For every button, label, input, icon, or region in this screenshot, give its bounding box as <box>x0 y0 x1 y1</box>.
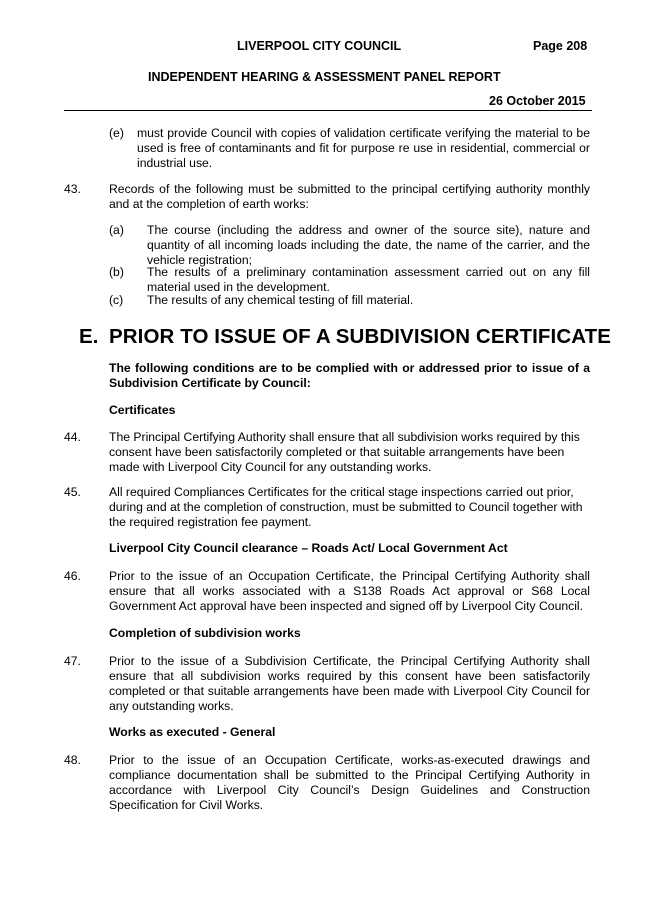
subhead-certificates: Certificates <box>109 403 176 417</box>
page-number: Page 208 <box>533 39 588 53</box>
item-43c-text: The results of any chemical testing of fill material. <box>147 293 414 307</box>
item-43-number: 43. <box>64 182 81 196</box>
subhead-completion: Completion of subdivision works <box>109 626 301 640</box>
item-43-text: Records of the following must be submitted to the principal certifying authority monthly and at the completion of earth works: <box>109 182 590 211</box>
item-46-number: 46. <box>64 569 81 583</box>
item-48-number: 48. <box>64 753 81 767</box>
item-45-number: 45. <box>64 485 81 499</box>
section-letter: E. <box>79 325 99 348</box>
section-intro: The following conditions are to be complied with or addressed prior to issue of a Subdivision Certificate by Council: <box>109 361 590 390</box>
section-title: PRIOR TO ISSUE OF A SUBDIVISION CERTIFICATE <box>109 325 612 348</box>
item-43b-text: The results of a preliminary contamination assessment carried out on any fill material used in the development. <box>147 265 590 294</box>
item-44-text: The Principal Certifying Authority shall ensure that all subdivision works required by this consent have been satisfactorily completed or that suitable arrangements have been made with Liverpool City Council for any outstanding works. <box>109 430 580 474</box>
item-43a-label: (a) <box>109 223 124 237</box>
item-47-text: Prior to the issue of a Subdivision Certificate, the Principal Certifying Authority shall ensure that all subdivision works required by this consent have been satisfactorily completed or that suitable arrangements have been made with Liverpool City Council for any outstanding works. <box>109 654 590 713</box>
item-43c-label: (c) <box>109 293 124 307</box>
item-45-text: All required Compliances Certificates for the critical stage inspections carried out prior, during and at the completion of construction, must be submitted to Council together with the required registration fee payment. <box>109 485 583 529</box>
item-e-label: (e) <box>109 126 124 140</box>
item-47-number: 47. <box>64 654 81 668</box>
item-e-text: must provide Council with copies of validation certificate verifying the material to be used is free of contaminants and fit for purpose re use in residential, commercial or industrial use. <box>137 126 590 170</box>
subhead-works: Works as executed - General <box>109 725 276 739</box>
council-name: LIVERPOOL CITY COUNCIL <box>237 39 402 53</box>
item-43b-label: (b) <box>109 265 124 279</box>
report-title: INDEPENDENT HEARING & ASSESSMENT PANEL REPORT <box>148 70 501 84</box>
report-date: 26 October 2015 <box>489 94 586 108</box>
section-heading <box>79 325 611 349</box>
header-divider <box>64 110 592 111</box>
item-48-text: Prior to the issue of an Occupation Certificate, works-as-executed drawings and compliance documentation shall be submitted to the Principal Certifying Authority in accordance with Liverpool City Council’s Design Guidelines and Construction Specification for Civil Works. <box>109 753 590 812</box>
item-46-text: Prior to the issue of an Occupation Certificate, the Principal Certifying Authority shall ensure that all works associated with a S138 Roads Act approval or S68 Local Government Act approval have been inspected and signed off by Liverpool City Council. <box>109 569 590 613</box>
item-44-number: 44. <box>64 430 81 444</box>
subhead-clearance: Liverpool City Council clearance – Roads Act/ Local Government Act <box>109 541 508 555</box>
item-43a-text: The course (including the address and owner of the source site), nature and quantity of all incoming loads including the date, the name of the carrier, and the vehicle registration; <box>147 223 590 267</box>
